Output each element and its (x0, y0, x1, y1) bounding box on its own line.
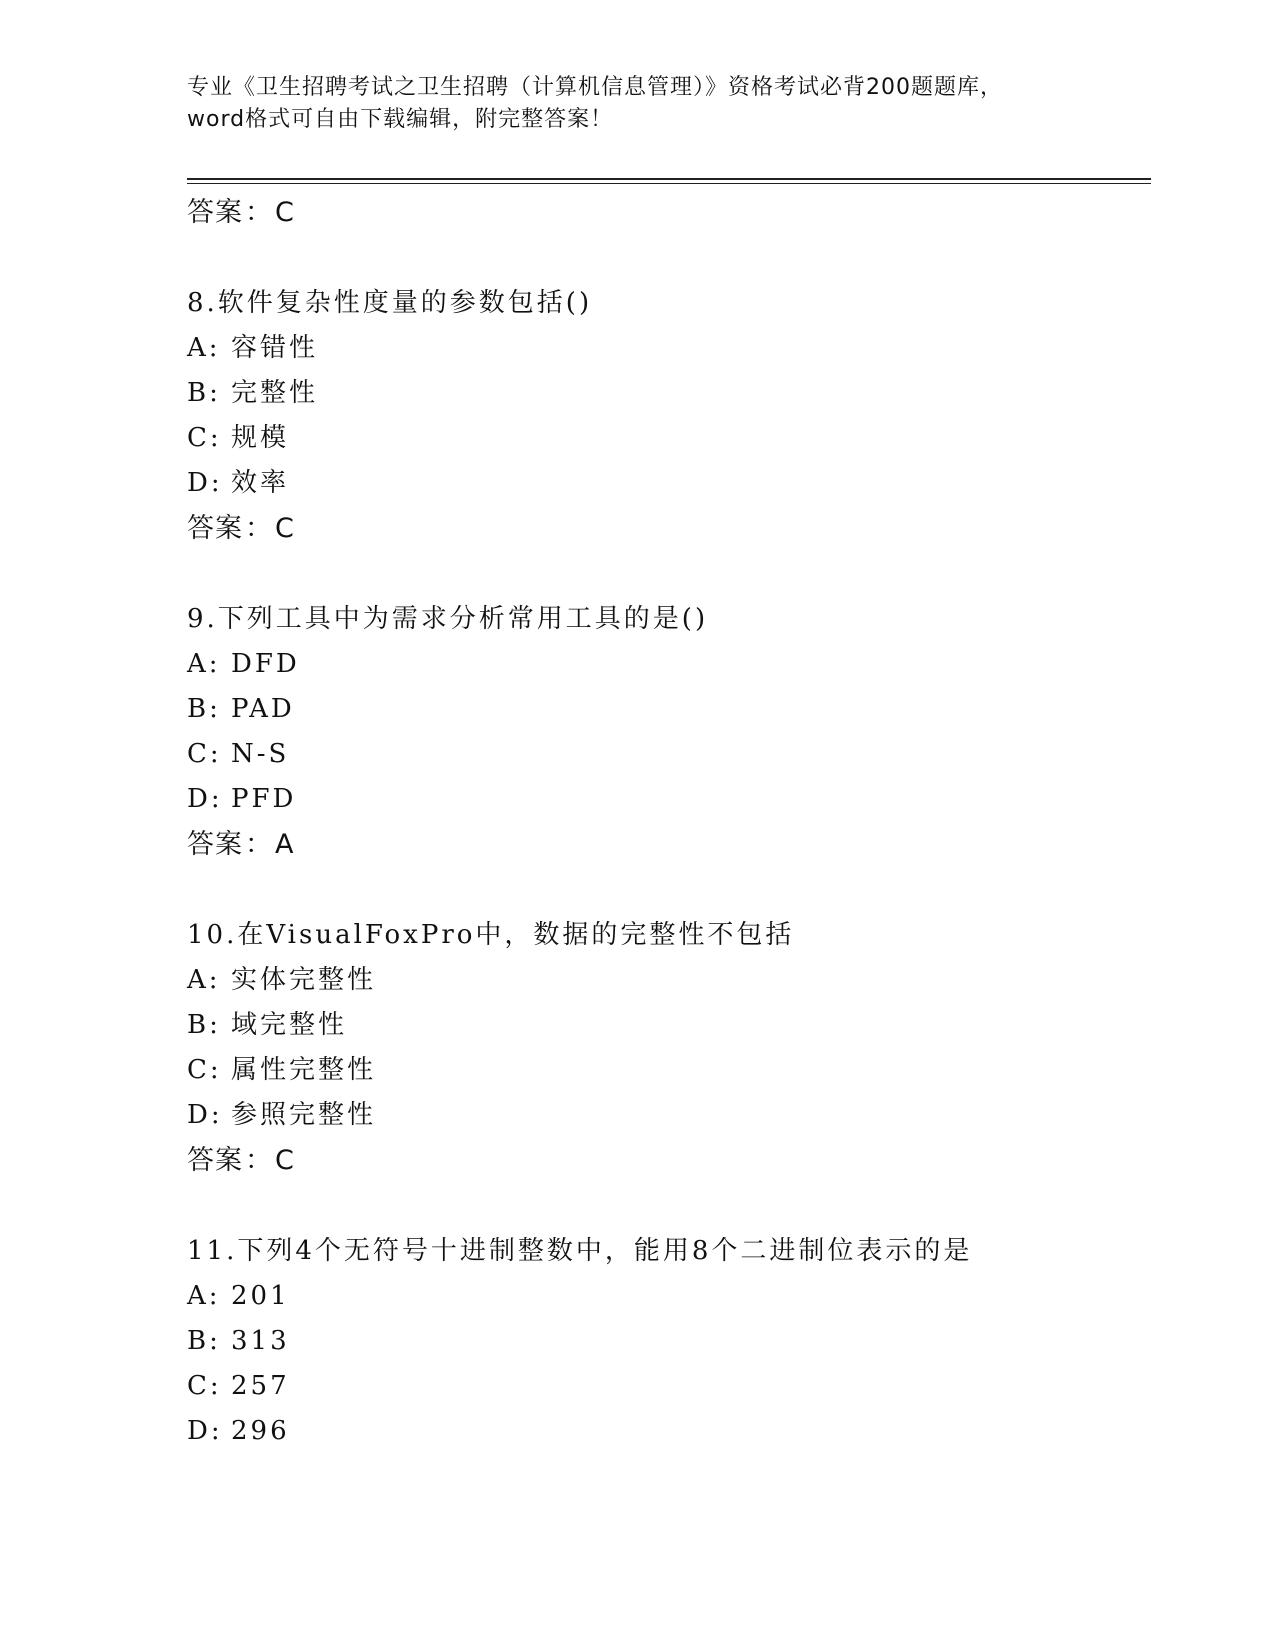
option-d (187, 461, 1147, 506)
option-b (187, 1319, 1147, 1364)
header-line-2: word格式可自由下载编辑，附完整答案！ (187, 107, 614, 132)
question-10 (187, 912, 1147, 1184)
question-list (187, 190, 1147, 1454)
answer-separator: ： (245, 513, 273, 544)
option-d (187, 1093, 1147, 1138)
question-8 (187, 280, 1147, 552)
option-text: 296 (231, 1416, 290, 1446)
option-b (187, 1003, 1147, 1048)
option-key: C: (187, 423, 222, 453)
option-key: D: (187, 1416, 223, 1446)
option-key: B: (187, 694, 221, 724)
answer-separator: ： (245, 1145, 273, 1176)
option-c (187, 732, 1147, 777)
option-key: C: (187, 739, 222, 769)
option-text: PAD (231, 694, 295, 724)
option-a (187, 642, 1147, 687)
option-d (187, 777, 1147, 822)
option-text: 效率 (231, 468, 290, 498)
option-text: 参照完整性 (231, 1100, 377, 1130)
option-b (187, 371, 1147, 416)
answer-value: A (275, 829, 295, 860)
option-text: N-S (231, 739, 290, 769)
option-c (187, 1364, 1147, 1409)
answer-separator: ： (245, 829, 273, 860)
option-key: D: (187, 1100, 223, 1130)
question-stem: 11.下列4个无符号十进制整数中，能用8个二进制位表示的是 (187, 1236, 973, 1266)
answer-separator: ： (245, 197, 273, 228)
answer-line (187, 1138, 1147, 1184)
question-stem: 10.在VisualFoxPro中，数据的完整性不包括 (187, 920, 795, 950)
option-b (187, 687, 1147, 732)
option-a (187, 326, 1147, 371)
option-text: 规模 (231, 423, 290, 453)
answer-line (187, 822, 1147, 868)
option-d (187, 1409, 1147, 1454)
option-a (187, 1274, 1147, 1319)
question-11 (187, 1228, 1147, 1454)
option-key: C: (187, 1371, 222, 1401)
option-key: A: (187, 965, 221, 995)
option-key: A: (187, 1281, 221, 1311)
option-text: PFD (231, 784, 297, 814)
answer-value: C (275, 513, 295, 544)
header-rule-thin (187, 183, 1151, 184)
option-a (187, 958, 1147, 1003)
option-key: D: (187, 468, 223, 498)
answer-value: C (275, 1145, 295, 1176)
header-rule-thick (187, 178, 1151, 180)
question-stem: 9.下列工具中为需求分析常用工具的是() (187, 604, 709, 634)
option-text: 201 (231, 1281, 290, 1311)
option-key: A: (187, 649, 221, 679)
option-text: 完整性 (231, 378, 319, 408)
option-key: D: (187, 784, 223, 814)
option-key: A: (187, 333, 221, 363)
answer-label: 答案 (187, 513, 243, 544)
header-line-1: 专业《卫生招聘考试之卫生招聘（计算机信息管理）》资格考试必背200题题库， (187, 75, 1003, 100)
option-text: 属性完整性 (231, 1055, 377, 1085)
option-text: 实体完整性 (231, 965, 377, 995)
option-key: B: (187, 1326, 221, 1356)
option-key: C: (187, 1055, 222, 1085)
answer-line-q7 (187, 190, 1147, 236)
question-stem: 8.软件复杂性度量的参数包括() (187, 288, 593, 318)
answer-label: 答案 (187, 1145, 243, 1176)
option-text: DFD (231, 649, 300, 679)
question-9 (187, 596, 1147, 868)
answer-label: 答案 (187, 829, 243, 860)
option-text: 257 (231, 1371, 290, 1401)
answer-value: C (275, 197, 295, 228)
answer-line (187, 506, 1147, 552)
option-key: B: (187, 378, 221, 408)
document-header (187, 72, 1087, 136)
option-text: 域完整性 (231, 1010, 348, 1040)
option-c (187, 416, 1147, 461)
option-text: 容错性 (231, 333, 319, 363)
option-key: B: (187, 1010, 221, 1040)
answer-label: 答案 (187, 197, 243, 228)
option-text: 313 (231, 1326, 290, 1356)
option-c (187, 1048, 1147, 1093)
